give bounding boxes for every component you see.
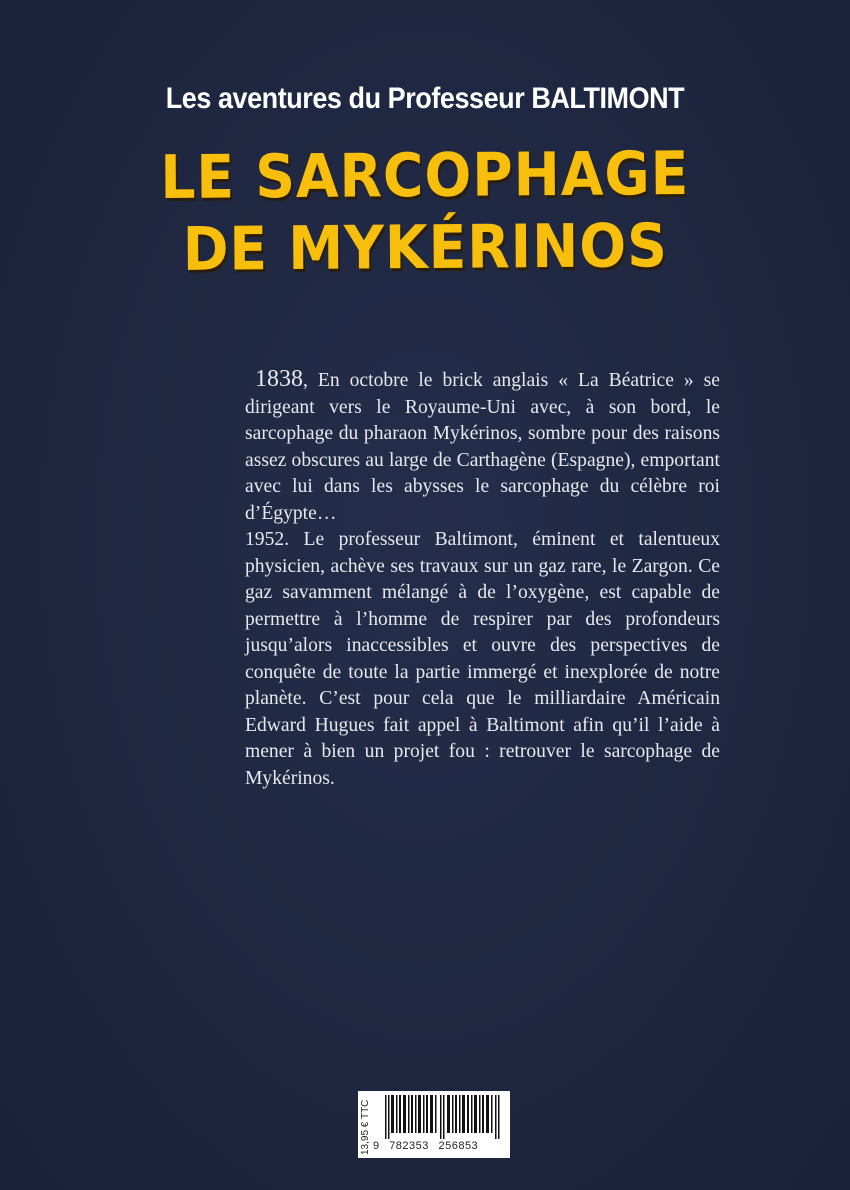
album-title-line-1: LE SARCOPHAGE (160, 138, 690, 214)
isbn-number (373, 1140, 508, 1152)
price-text: 13,95 € TTC (360, 1099, 371, 1155)
synopsis-year: 1838 (255, 366, 303, 392)
series-prefix: Les aventures du Professeur (165, 82, 532, 115)
album-title-line-2: DE MYKÉRINOS (182, 211, 668, 285)
isbn-group-1: 782353 (389, 1140, 429, 1152)
album-title (34, 137, 817, 287)
barcode-bars (385, 1095, 505, 1139)
synopsis-paragraph-2: 1952. Le professeur Baltimont, éminent et talentueux physicien, achève ses travaux sur un gaz rare, le Zargon. Ce gaz savamment mélangé à de l’oxygène, est capable de permettre à l’homme de respirer par des profondeurs jusqu’alors inaccessibles et ouvre des perspectives de conquête de toute la partie immergé et inexplorée de notre planète. C’est pour cela que le milliardaire Américain Edward Hugues fait appel à Baltimont afin qu’il l’aide à mener à bien un projet fou : retrouver le sarcophage de Mykérinos. (245, 529, 720, 789)
synopsis-paragraph-1 (245, 366, 720, 527)
series-hero-name: BALTIMONT (531, 82, 685, 115)
isbn-group-2: 256853 (438, 1140, 479, 1152)
synopsis-paragraph-1-text: , En octobre le brick anglais « La Béatrice » se dirigeant vers le Royaume-Uni avec, à son bord, le sarcophage du pharaon Mykérinos, sombre pour des raisons assez obscures au large de Carthagène (Espagne), emportant avec lui dans les abysses le sarcophage du célèbre roi d’Égypte… (245, 370, 720, 524)
synopsis (245, 366, 720, 792)
series-title (43, 82, 808, 116)
isbn-lead-digit: 9 (373, 1140, 380, 1152)
